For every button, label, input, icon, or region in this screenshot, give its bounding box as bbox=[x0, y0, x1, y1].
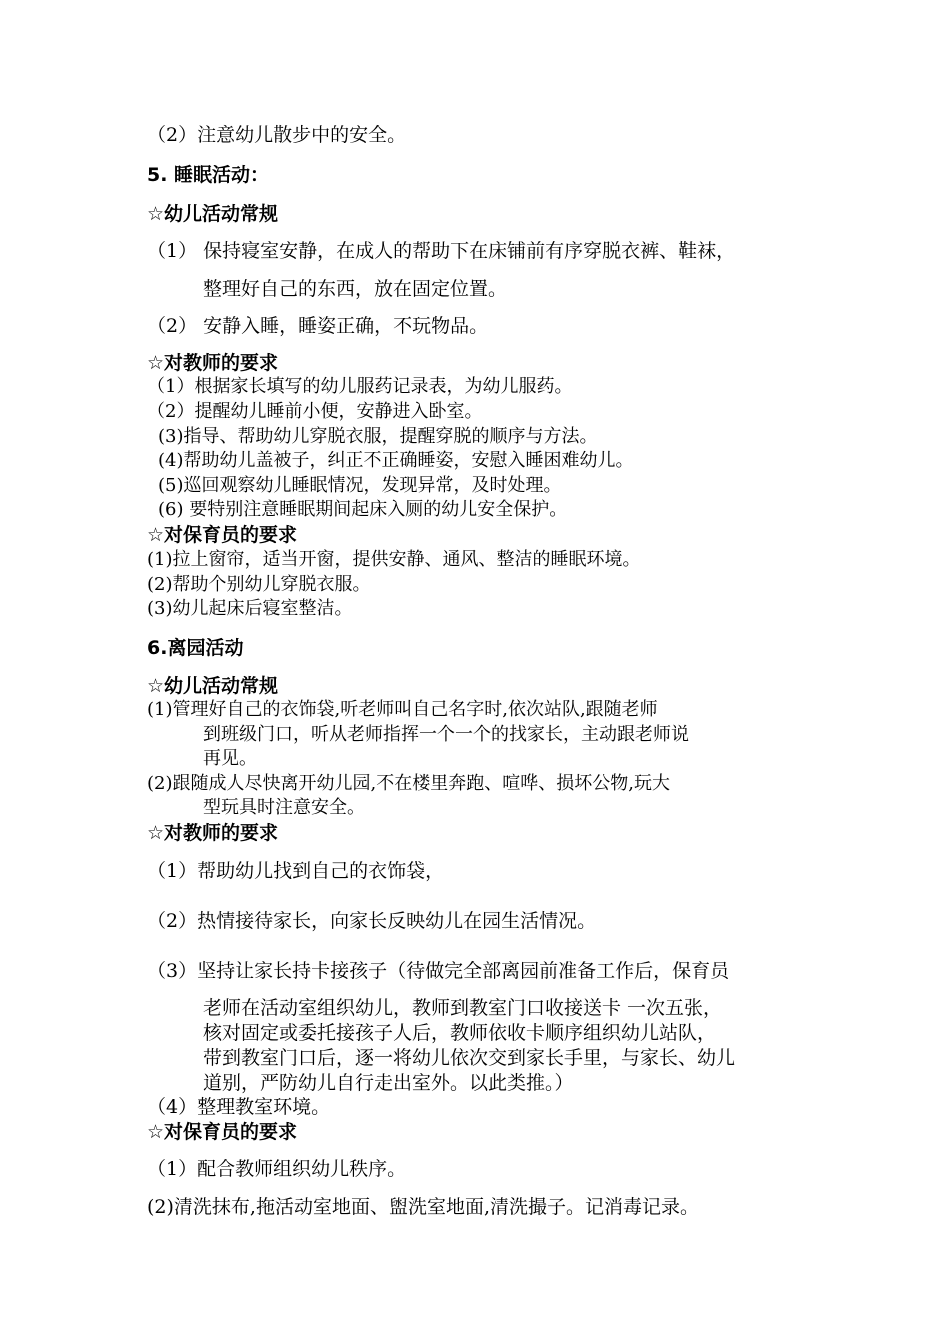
section-heading-departure: 6.离园活动 bbox=[147, 637, 244, 659]
teacher-departure-item-1: （1）帮助幼儿找到自己的衣饰袋， bbox=[147, 860, 445, 882]
teacher-departure-item-3-cont-4: 道别，严防幼儿自行走出室外。以此类推。） bbox=[203, 1072, 574, 1094]
teacher-departure-item-4: （4）整理教室环境。 bbox=[147, 1096, 331, 1118]
subheading-teacher-requirements: ☆对教师的要求 bbox=[147, 352, 279, 374]
caregiver-sleep-item-2: (2)帮助个别幼儿穿脱衣服。 bbox=[147, 574, 371, 595]
departure-routine-item-2: (2)跟随成人尽快离开幼儿园,不在楼里奔跑、喧哗、损坏公物,玩大 bbox=[147, 773, 670, 794]
departure-routine-item-2-cont: 型玩具时注意安全。 bbox=[203, 797, 365, 818]
section-heading-sleep: 5. 睡眠活动： bbox=[147, 164, 270, 186]
sleep-routine-item-2: （2） 安静入睡，睡姿正确，不玩物品。 bbox=[147, 315, 489, 337]
teacher-sleep-item-4: (4)帮助幼儿盖被子，纠正不正确睡姿，安慰入睡困难幼儿。 bbox=[158, 450, 634, 471]
sleep-safety-walk-line: （2）注意幼儿散步中的安全。 bbox=[147, 124, 407, 146]
caregiver-departure-item-2: (2)清洗抹布,拖活动室地面、盥洗室地面,清洗撮子。记消毒记录。 bbox=[147, 1196, 699, 1218]
teacher-sleep-item-3: (3)指导、帮助幼儿穿脱衣服，提醒穿脱的顺序与方法。 bbox=[158, 426, 598, 447]
subheading-child-routine: ☆幼儿活动常规 bbox=[147, 203, 279, 225]
teacher-sleep-item-1: （1）根据家长填写的幼儿服药记录表，为幼儿服药。 bbox=[147, 376, 573, 397]
teacher-departure-item-3: （3）坚持让家长持卡接孩子（待做完全部离园前准备工作后，保育员 bbox=[147, 960, 730, 982]
teacher-departure-item-3-cont-1: 老师在活动室组织幼儿，教师到教室门口收接送卡 一次五张， bbox=[203, 997, 723, 1019]
teacher-sleep-item-2: （2）提醒幼儿睡前小便，安静进入卧室。 bbox=[147, 401, 483, 422]
departure-routine-item-1: (1)管理好自己的衣饰袋,听老师叫自己名字时,依次站队,跟随老师 bbox=[147, 699, 658, 720]
sleep-routine-item-1-cont: 整理好自己的东西，放在固定位置。 bbox=[203, 278, 508, 300]
caregiver-departure-item-1: （1）配合教师组织幼儿秩序。 bbox=[147, 1158, 407, 1180]
sleep-routine-item-1: （1） 保持寝室安静，在成人的帮助下在床铺前有序穿脱衣裤、鞋袜， bbox=[147, 240, 736, 262]
teacher-departure-item-3-cont-2: 核对固定或委托接孩子人后，教师依收卡顺序组织幼儿站队， bbox=[203, 1022, 717, 1044]
departure-routine-item-1-cont-2: 再见。 bbox=[203, 748, 257, 769]
subheading-caregiver-requirements: ☆对保育员的要求 bbox=[147, 524, 298, 546]
teacher-sleep-item-6: (6) 要特别注意睡眠期间起床入厕的幼儿安全保护。 bbox=[158, 499, 568, 520]
subheading-teacher-requirements-departure: ☆对教师的要求 bbox=[147, 822, 279, 844]
departure-routine-item-1-cont: 到班级门口，听从老师指挥一个一个的找家长，主动跟老师说 bbox=[203, 724, 689, 745]
subheading-caregiver-requirements-departure: ☆对保育员的要求 bbox=[147, 1121, 298, 1143]
caregiver-sleep-item-3: (3)幼儿起床后寝室整洁。 bbox=[147, 598, 353, 619]
teacher-departure-item-2: （2）热情接待家长，向家长反映幼儿在园生活情况。 bbox=[147, 910, 597, 932]
teacher-departure-item-3-cont-3: 带到教室门口后，逐一将幼儿依次交到家长手里，与家长、幼儿 bbox=[203, 1047, 736, 1069]
teacher-sleep-item-5: (5)巡回观察幼儿睡眠情况，发现异常，及时处理。 bbox=[158, 475, 562, 496]
caregiver-sleep-item-1: (1)拉上窗帘，适当开窗，提供安静、通风、整洁的睡眠环境。 bbox=[147, 549, 641, 570]
subheading-child-routine-departure: ☆幼儿活动常规 bbox=[147, 675, 279, 697]
